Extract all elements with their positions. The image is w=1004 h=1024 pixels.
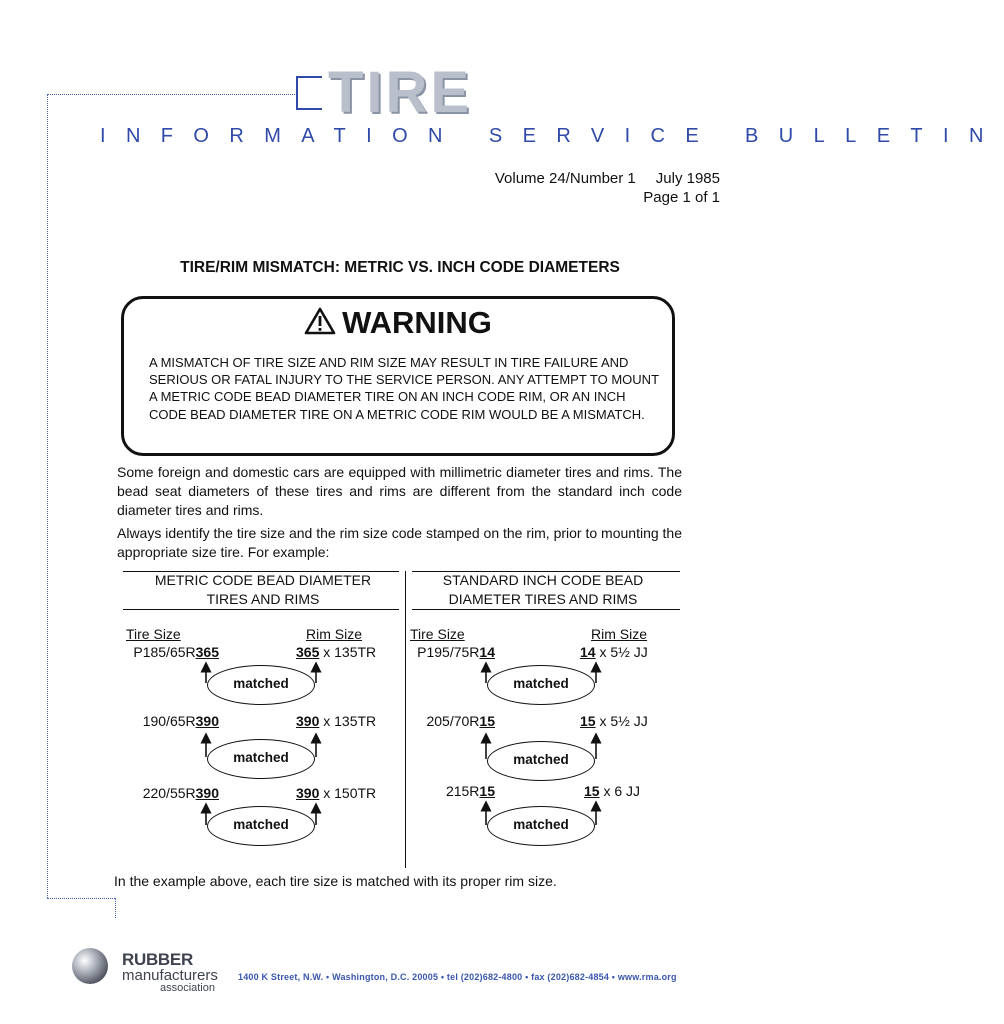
tire-logo: TIRE (328, 60, 473, 125)
rma-wordmark (122, 951, 227, 994)
metric-rim-code-2: 390 (296, 713, 320, 729)
inch-rim-suffix-3: x 6 JJ (599, 783, 641, 799)
inch-header-line1: STANDARD INCH CODE BEAD (442, 572, 644, 588)
inch-rim-size-label: Rim Size (591, 626, 648, 642)
matched-label: matched (513, 676, 569, 691)
metric-tire-code-2: 390 (195, 713, 219, 729)
inch-tire-prefix-1: P195/75R (417, 644, 480, 660)
matched-oval-metric-3 (207, 806, 315, 846)
matched-label: matched (233, 750, 289, 765)
page-title: TIRE/RIM MISMATCH: METRIC VS. INCH CODE DIAMETERS (180, 259, 620, 276)
metric-rim-code-3: 390 (296, 785, 320, 801)
inch-tire-prefix-2: 205/70R (426, 713, 480, 729)
matched-label: matched (233, 817, 289, 832)
rma-sphere-logo (70, 946, 110, 986)
metric-tire-prefix-1: P185/65R (133, 644, 196, 660)
inch-tire-code-3: 15 (479, 783, 495, 799)
issue-date: July 1985 (655, 170, 720, 187)
instruction-paragraph: Always identify the tire size and the rim size code stamped on the rim, prior to mounting the appropriate size tire. For example: (117, 525, 682, 560)
rma-word-rubber: RUBBER (122, 950, 193, 969)
inch-tire-code-1: 14 (479, 644, 495, 660)
matched-oval-metric-1 (207, 665, 315, 705)
metric-header-line1: METRIC CODE BEAD DIAMETER (154, 572, 372, 588)
page-number: Page 1 of 1 (643, 189, 720, 206)
metric-tire-prefix-3: 220/55R (142, 785, 196, 801)
metric-header-line2: TIRES AND RIMS (206, 591, 320, 607)
inch-rim-suffix-2: x 5½ JJ (595, 713, 648, 729)
warning-heading-text: WARNING (342, 305, 492, 340)
matched-oval-inch-1 (487, 665, 595, 705)
metric-tire-size-label: Tire Size (126, 626, 181, 642)
inch-rim-code-2: 15 (580, 713, 596, 729)
metric-rim-size-label: Rim Size (306, 626, 363, 642)
metric-rim-code-1: 365 (296, 644, 320, 660)
intro-paragraph: Some foreign and domestic cars are equipped with millimetric diameter tires and rims. The bead seat diameters of these tires and rims are different from the standard inch code diameter tires and rims. (117, 464, 682, 518)
rma-word-association: association (159, 982, 215, 994)
rma-word-manufacturers: manufacturers (122, 967, 218, 984)
matched-oval-inch-2 (487, 741, 595, 781)
footer-address: 1400 K Street, N.W. • Washington, D.C. 20005 • tel (202)682-4800 • fax (202)682-4854 • www.rma.org (238, 972, 677, 982)
metric-tire-code-3: 390 (195, 785, 219, 801)
metric-rim-suffix-1: x 135TR (319, 644, 377, 660)
metric-rim-suffix-2: x 135TR (319, 713, 377, 729)
matched-oval-metric-2 (207, 739, 315, 779)
matched-oval-inch-3 (487, 806, 595, 846)
volume-number: Volume 24/Number 1 (494, 170, 636, 187)
inch-tire-code-2: 15 (479, 713, 495, 729)
warning-text: A MISMATCH OF TIRE SIZE AND RIM SIZE MAY RESULT IN TIRE FAILURE AND SERIOUS OR FATAL INJURY TO THE SERVICE PERSON. ANY ATTEMPT TO MOUNT A METRIC CODE BEAD DIAMETER TIRE ON AN INCH CODE RIM, OR AN INCH CODE BEAD DIAMETER TIRE ON A METRIC CODE RIM WOULD BE A MISMATCH. (149, 355, 659, 422)
inch-rim-suffix-1: x 5½ JJ (595, 644, 648, 660)
matched-label: matched (233, 676, 289, 691)
inch-rim-code-3: 15 (584, 783, 600, 799)
matched-label: matched (513, 752, 569, 767)
inch-rim-code-1: 14 (580, 644, 596, 660)
inch-tire-prefix-3: 215R (445, 783, 480, 799)
metric-tire-prefix-2: 190/65R (142, 713, 196, 729)
metric-rim-suffix-3: x 150TR (319, 785, 377, 801)
inch-header-line2: DIAMETER TIRES AND RIMS (448, 591, 638, 607)
bulletin-title: INFORMATION SERVICE BULLETIN (100, 125, 1004, 147)
inch-tire-size-label: Tire Size (410, 626, 465, 642)
metric-tire-code-1: 365 (195, 644, 219, 660)
closing-sentence: In the example above, each tire size is matched with its proper rim size. (114, 873, 557, 889)
matched-label: matched (513, 817, 569, 832)
